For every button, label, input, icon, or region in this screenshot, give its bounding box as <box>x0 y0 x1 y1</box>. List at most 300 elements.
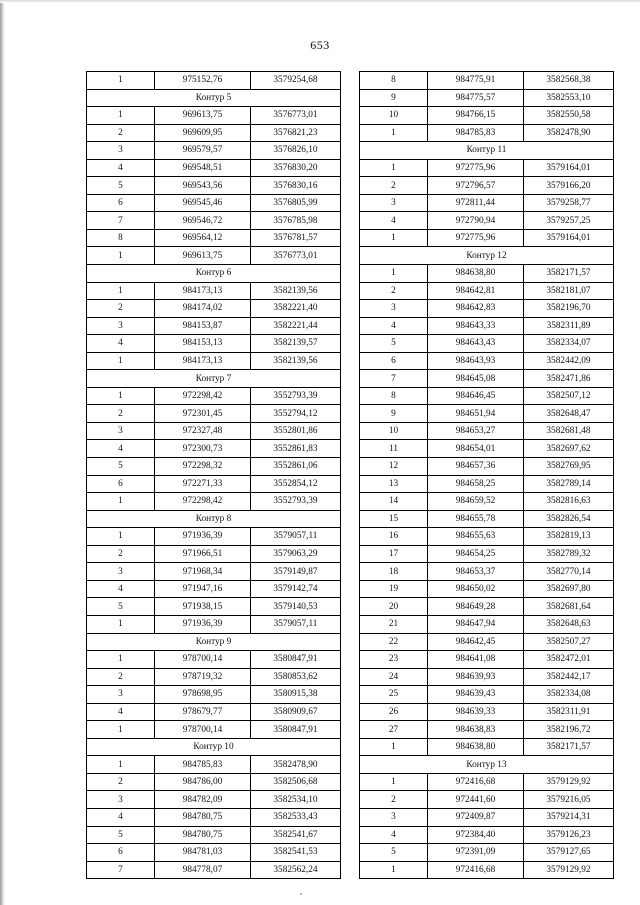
x-coordinate-cell: 984643,93 <box>428 352 524 370</box>
y-coordinate-cell: 3552861,83 <box>251 440 341 458</box>
y-coordinate-cell: 3582507,27 <box>524 633 614 651</box>
y-coordinate-cell: 3582816,63 <box>524 493 614 511</box>
table-row <box>360 651 614 669</box>
y-coordinate-cell: 3579063,29 <box>251 545 341 563</box>
table-row <box>360 352 614 370</box>
table-row <box>360 387 614 405</box>
y-coordinate-cell: 3582196,70 <box>524 300 614 318</box>
table-row <box>360 703 614 721</box>
y-coordinate-cell: 3579129,92 <box>524 861 614 879</box>
y-coordinate-cell: 3582221,44 <box>251 317 341 335</box>
table-body-left <box>87 72 341 879</box>
table-row <box>360 107 614 125</box>
table-row <box>360 265 614 283</box>
point-number-cell: 20 <box>360 598 428 616</box>
table-row <box>87 422 341 440</box>
y-coordinate-cell: 3579166,20 <box>524 177 614 195</box>
x-coordinate-cell: 971947,16 <box>155 580 251 598</box>
point-number-cell: 25 <box>360 686 428 704</box>
table-row <box>360 615 614 633</box>
point-number-cell: 2 <box>87 773 155 791</box>
point-number-cell: 15 <box>360 510 428 528</box>
table-row <box>360 563 614 581</box>
scan-edge-top <box>0 0 640 3</box>
contour-header: Контур 10 <box>87 738 341 756</box>
point-number-cell: 5 <box>360 844 428 862</box>
point-number-cell: 4 <box>87 580 155 598</box>
point-number-cell: 3 <box>360 808 428 826</box>
y-coordinate-cell: 3582139,56 <box>251 282 341 300</box>
y-coordinate-cell: 3582139,56 <box>251 352 341 370</box>
x-coordinate-cell: 984643,33 <box>428 317 524 335</box>
point-number-cell: 1 <box>360 229 428 247</box>
table-row <box>360 861 614 879</box>
point-number-cell: 1 <box>87 387 155 405</box>
y-coordinate-cell: 3576773,01 <box>251 107 341 125</box>
point-number-cell: 4 <box>360 317 428 335</box>
table-row <box>87 387 341 405</box>
point-number-cell: 1 <box>87 721 155 739</box>
point-number-cell: 7 <box>360 370 428 388</box>
y-coordinate-cell: 3582648,47 <box>524 405 614 423</box>
x-coordinate-cell: 984653,37 <box>428 563 524 581</box>
y-coordinate-cell: 3582139,57 <box>251 335 341 353</box>
table-row <box>87 229 341 247</box>
point-number-cell: 3 <box>87 563 155 581</box>
x-coordinate-cell: 972796,57 <box>428 177 524 195</box>
y-coordinate-cell: 3582181,07 <box>524 282 614 300</box>
point-number-cell: 27 <box>360 721 428 739</box>
y-coordinate-cell: 3580847,91 <box>251 651 341 669</box>
table-row <box>360 844 614 862</box>
y-coordinate-cell: 3582507,12 <box>524 387 614 405</box>
x-coordinate-cell: 984642,45 <box>428 633 524 651</box>
x-coordinate-cell: 984775,57 <box>428 89 524 107</box>
x-coordinate-cell: 969543,56 <box>155 177 251 195</box>
y-coordinate-cell: 3576773,01 <box>251 247 341 265</box>
contour-header: Контур 12 <box>360 247 614 265</box>
table-row <box>360 633 614 651</box>
y-coordinate-cell: 3582171,57 <box>524 738 614 756</box>
point-number-cell: 4 <box>87 159 155 177</box>
point-number-cell: 24 <box>360 668 428 686</box>
point-number-cell: 1 <box>360 861 428 879</box>
table-row <box>87 545 341 563</box>
y-coordinate-cell: 3579127,65 <box>524 844 614 862</box>
point-number-cell: 8 <box>360 72 428 90</box>
table-row <box>87 756 341 774</box>
table-row <box>360 493 614 511</box>
table-row <box>87 615 341 633</box>
point-number-cell: 6 <box>87 844 155 862</box>
x-coordinate-cell: 984639,43 <box>428 686 524 704</box>
x-coordinate-cell: 984785,83 <box>155 756 251 774</box>
point-number-cell: 2 <box>360 177 428 195</box>
y-coordinate-cell: 3576781,57 <box>251 229 341 247</box>
y-coordinate-cell: 3582819,13 <box>524 528 614 546</box>
point-number-cell: 1 <box>360 124 428 142</box>
y-coordinate-cell: 3580915,38 <box>251 686 341 704</box>
table-row <box>87 458 341 476</box>
point-number-cell: 2 <box>360 282 428 300</box>
table-row <box>360 773 614 791</box>
point-number-cell: 4 <box>87 440 155 458</box>
table-row <box>87 703 341 721</box>
table-row <box>360 89 614 107</box>
x-coordinate-cell: 972790,94 <box>428 212 524 230</box>
point-number-cell: 10 <box>360 107 428 125</box>
point-number-cell: 4 <box>87 808 155 826</box>
table-row <box>87 475 341 493</box>
x-coordinate-cell: 971938,15 <box>155 598 251 616</box>
point-number-cell: 14 <box>360 493 428 511</box>
x-coordinate-cell: 972441,60 <box>428 791 524 809</box>
contour-header-row <box>87 370 341 388</box>
point-number-cell: 4 <box>87 703 155 721</box>
table-row <box>360 686 614 704</box>
y-coordinate-cell: 3582770,14 <box>524 563 614 581</box>
point-number-cell: 11 <box>360 440 428 458</box>
y-coordinate-cell: 3582550,58 <box>524 107 614 125</box>
table-row <box>87 124 341 142</box>
y-coordinate-cell: 3582826,54 <box>524 510 614 528</box>
y-coordinate-cell: 3582442,17 <box>524 668 614 686</box>
x-coordinate-cell: 972391,09 <box>428 844 524 862</box>
table-row <box>360 458 614 476</box>
x-coordinate-cell: 984645,08 <box>428 370 524 388</box>
table-row <box>360 440 614 458</box>
point-number-cell: 1 <box>87 651 155 669</box>
point-number-cell: 1 <box>87 528 155 546</box>
x-coordinate-cell: 972384,40 <box>428 826 524 844</box>
x-coordinate-cell: 971936,39 <box>155 615 251 633</box>
x-coordinate-cell: 969546,72 <box>155 212 251 230</box>
table-row <box>360 72 614 90</box>
table-row <box>360 212 614 230</box>
x-coordinate-cell: 984654,25 <box>428 545 524 563</box>
y-coordinate-cell: 3582472,01 <box>524 651 614 669</box>
y-coordinate-cell: 3582506,68 <box>251 773 341 791</box>
contour-header: Контур 7 <box>87 370 341 388</box>
point-number-cell: 3 <box>87 686 155 704</box>
table-row <box>87 352 341 370</box>
x-coordinate-cell: 984651,94 <box>428 405 524 423</box>
y-coordinate-cell: 3579257,25 <box>524 212 614 230</box>
page-number: 653 <box>310 38 330 52</box>
point-number-cell: 26 <box>360 703 428 721</box>
table-row <box>360 510 614 528</box>
point-number-cell: 1 <box>87 282 155 300</box>
point-number-cell: 5 <box>87 177 155 195</box>
x-coordinate-cell: 984153,13 <box>155 335 251 353</box>
x-coordinate-cell: 972298,32 <box>155 458 251 476</box>
x-coordinate-cell: 984639,93 <box>428 668 524 686</box>
point-number-cell: 3 <box>87 791 155 809</box>
table-row <box>87 563 341 581</box>
y-coordinate-cell: 3582171,57 <box>524 265 614 283</box>
point-number-cell: 6 <box>360 352 428 370</box>
x-coordinate-cell: 984786,00 <box>155 773 251 791</box>
table-row <box>360 808 614 826</box>
y-coordinate-cell: 3579164,01 <box>524 229 614 247</box>
table-row <box>87 212 341 230</box>
x-coordinate-cell: 969548,51 <box>155 159 251 177</box>
table-row <box>87 580 341 598</box>
y-coordinate-cell: 3582334,07 <box>524 335 614 353</box>
x-coordinate-cell: 969613,75 <box>155 247 251 265</box>
point-number-cell: 1 <box>360 159 428 177</box>
y-coordinate-cell: 3582789,32 <box>524 545 614 563</box>
table-row <box>87 528 341 546</box>
x-coordinate-cell: 972811,44 <box>428 194 524 212</box>
point-number-cell: 10 <box>360 422 428 440</box>
y-coordinate-cell: 3582196,72 <box>524 721 614 739</box>
y-coordinate-cell: 3582769,95 <box>524 458 614 476</box>
point-number-cell: 1 <box>87 493 155 511</box>
x-coordinate-cell: 971968,34 <box>155 563 251 581</box>
contour-header: Контур 13 <box>360 756 614 774</box>
x-coordinate-cell: 978719,32 <box>155 668 251 686</box>
table-row <box>87 668 341 686</box>
table-row <box>87 247 341 265</box>
table-row <box>87 808 341 826</box>
x-coordinate-cell: 978698,95 <box>155 686 251 704</box>
y-coordinate-cell: 3579126,23 <box>524 826 614 844</box>
scan-speck <box>300 893 302 895</box>
y-coordinate-cell: 3552793,39 <box>251 387 341 405</box>
coordinates-table-right <box>359 71 614 879</box>
x-coordinate-cell: 972298,42 <box>155 387 251 405</box>
x-coordinate-cell: 984174,02 <box>155 300 251 318</box>
x-coordinate-cell: 984655,78 <box>428 510 524 528</box>
y-coordinate-cell: 3579057,11 <box>251 615 341 633</box>
x-coordinate-cell: 972775,96 <box>428 229 524 247</box>
x-coordinate-cell: 984638,80 <box>428 738 524 756</box>
contour-header-row <box>87 89 341 107</box>
point-number-cell: 1 <box>360 738 428 756</box>
point-number-cell: 21 <box>360 615 428 633</box>
x-coordinate-cell: 971966,51 <box>155 545 251 563</box>
y-coordinate-cell: 3580853,62 <box>251 668 341 686</box>
point-number-cell: 1 <box>360 773 428 791</box>
contour-header-row <box>87 738 341 756</box>
contour-header-row <box>87 510 341 528</box>
y-coordinate-cell: 3579164,01 <box>524 159 614 177</box>
table-row <box>87 72 341 90</box>
y-coordinate-cell: 3582562,24 <box>251 861 341 879</box>
x-coordinate-cell: 984173,13 <box>155 352 251 370</box>
y-coordinate-cell: 3582534,10 <box>251 791 341 809</box>
x-coordinate-cell: 969579,57 <box>155 142 251 160</box>
y-coordinate-cell: 3582471,86 <box>524 370 614 388</box>
table-row <box>360 282 614 300</box>
x-coordinate-cell: 984153,87 <box>155 317 251 335</box>
contour-header-row <box>360 142 614 160</box>
x-coordinate-cell: 969609,95 <box>155 124 251 142</box>
y-coordinate-cell: 3576821,23 <box>251 124 341 142</box>
x-coordinate-cell: 978700,14 <box>155 651 251 669</box>
x-coordinate-cell: 984655,63 <box>428 528 524 546</box>
table-row <box>87 317 341 335</box>
table-row <box>360 791 614 809</box>
x-coordinate-cell: 984638,80 <box>428 265 524 283</box>
y-coordinate-cell: 3582697,62 <box>524 440 614 458</box>
table-row <box>87 300 341 318</box>
y-coordinate-cell: 3582311,89 <box>524 317 614 335</box>
contour-header-row <box>87 265 341 283</box>
y-coordinate-cell: 3582681,48 <box>524 422 614 440</box>
table-row <box>87 194 341 212</box>
contour-header: Контур 5 <box>87 89 341 107</box>
coordinates-table-left <box>86 71 341 879</box>
point-number-cell: 4 <box>360 212 428 230</box>
table-row <box>87 721 341 739</box>
contour-header: Контур 9 <box>87 633 341 651</box>
point-number-cell: 3 <box>87 317 155 335</box>
table-row <box>360 528 614 546</box>
table-row <box>360 300 614 318</box>
x-coordinate-cell: 969613,75 <box>155 107 251 125</box>
point-number-cell: 5 <box>87 598 155 616</box>
y-coordinate-cell: 3576830,16 <box>251 177 341 195</box>
table-row <box>360 598 614 616</box>
y-coordinate-cell: 3552801,86 <box>251 422 341 440</box>
point-number-cell: 13 <box>360 475 428 493</box>
y-coordinate-cell: 3552794,12 <box>251 405 341 423</box>
x-coordinate-cell: 978679,77 <box>155 703 251 721</box>
y-coordinate-cell: 3582221,40 <box>251 300 341 318</box>
x-coordinate-cell: 984638,83 <box>428 721 524 739</box>
y-coordinate-cell: 3582541,67 <box>251 826 341 844</box>
table-row <box>87 651 341 669</box>
point-number-cell: 19 <box>360 580 428 598</box>
x-coordinate-cell: 972416,68 <box>428 773 524 791</box>
y-coordinate-cell: 3576830,20 <box>251 159 341 177</box>
point-number-cell: 22 <box>360 633 428 651</box>
point-number-cell: 1 <box>87 352 155 370</box>
x-coordinate-cell: 975152,76 <box>155 72 251 90</box>
x-coordinate-cell: 984173,13 <box>155 282 251 300</box>
table-row <box>87 405 341 423</box>
table-row <box>360 370 614 388</box>
x-coordinate-cell: 984643,43 <box>428 335 524 353</box>
point-number-cell: 12 <box>360 458 428 476</box>
y-coordinate-cell: 3579258,77 <box>524 194 614 212</box>
table-row <box>360 335 614 353</box>
point-number-cell: 17 <box>360 545 428 563</box>
x-coordinate-cell: 972271,33 <box>155 475 251 493</box>
point-number-cell: 7 <box>87 212 155 230</box>
x-coordinate-cell: 984782,09 <box>155 791 251 809</box>
x-coordinate-cell: 972301,45 <box>155 405 251 423</box>
x-coordinate-cell: 984639,33 <box>428 703 524 721</box>
contour-header-row <box>360 756 614 774</box>
x-coordinate-cell: 984642,81 <box>428 282 524 300</box>
point-number-cell: 16 <box>360 528 428 546</box>
scan-edge-left <box>0 0 5 905</box>
point-number-cell: 1 <box>87 756 155 774</box>
x-coordinate-cell: 971936,39 <box>155 528 251 546</box>
x-coordinate-cell: 984649,28 <box>428 598 524 616</box>
x-coordinate-cell: 984778,07 <box>155 861 251 879</box>
point-number-cell: 1 <box>87 72 155 90</box>
contour-header-row <box>87 633 341 651</box>
x-coordinate-cell: 984781,03 <box>155 844 251 862</box>
point-number-cell: 5 <box>87 826 155 844</box>
table-row <box>360 422 614 440</box>
x-coordinate-cell: 972775,96 <box>428 159 524 177</box>
table-row <box>87 177 341 195</box>
point-number-cell: 9 <box>360 89 428 107</box>
point-number-cell: 1 <box>87 107 155 125</box>
point-number-cell: 1 <box>360 265 428 283</box>
x-coordinate-cell: 972300,73 <box>155 440 251 458</box>
y-coordinate-cell: 3579057,11 <box>251 528 341 546</box>
table-row <box>87 826 341 844</box>
y-coordinate-cell: 3579214,31 <box>524 808 614 826</box>
table-row <box>360 405 614 423</box>
table-row <box>87 686 341 704</box>
x-coordinate-cell: 972298,42 <box>155 493 251 511</box>
contour-header-row <box>360 247 614 265</box>
x-coordinate-cell: 984780,75 <box>155 826 251 844</box>
x-coordinate-cell: 984658,25 <box>428 475 524 493</box>
table-row <box>87 493 341 511</box>
y-coordinate-cell: 3582541,53 <box>251 844 341 862</box>
x-coordinate-cell: 984646,45 <box>428 387 524 405</box>
table-row <box>87 773 341 791</box>
x-coordinate-cell: 984650,02 <box>428 580 524 598</box>
table-row <box>87 335 341 353</box>
y-coordinate-cell: 3580847,91 <box>251 721 341 739</box>
y-coordinate-cell: 3552854,12 <box>251 475 341 493</box>
y-coordinate-cell: 3552793,39 <box>251 493 341 511</box>
x-coordinate-cell: 984766,15 <box>428 107 524 125</box>
point-number-cell: 2 <box>360 791 428 809</box>
x-coordinate-cell: 972327,48 <box>155 422 251 440</box>
y-coordinate-cell: 3582442,09 <box>524 352 614 370</box>
y-coordinate-cell: 3579216,05 <box>524 791 614 809</box>
x-coordinate-cell: 984785,83 <box>428 124 524 142</box>
x-coordinate-cell: 984647,94 <box>428 615 524 633</box>
table-row <box>360 738 614 756</box>
x-coordinate-cell: 984642,83 <box>428 300 524 318</box>
y-coordinate-cell: 3582311,91 <box>524 703 614 721</box>
y-coordinate-cell: 3579129,92 <box>524 773 614 791</box>
table-row <box>360 721 614 739</box>
y-coordinate-cell: 3579254,68 <box>251 72 341 90</box>
contour-header: Контур 8 <box>87 510 341 528</box>
table-row <box>360 826 614 844</box>
x-coordinate-cell: 969564,12 <box>155 229 251 247</box>
x-coordinate-cell: 984657,36 <box>428 458 524 476</box>
table-row <box>360 475 614 493</box>
y-coordinate-cell: 3582648,63 <box>524 615 614 633</box>
point-number-cell: 5 <box>87 458 155 476</box>
x-coordinate-cell: 972409,87 <box>428 808 524 826</box>
x-coordinate-cell: 984659,52 <box>428 493 524 511</box>
point-number-cell: 2 <box>87 300 155 318</box>
point-number-cell: 3 <box>360 194 428 212</box>
table-row <box>360 229 614 247</box>
point-number-cell: 8 <box>87 229 155 247</box>
x-coordinate-cell: 984775,91 <box>428 72 524 90</box>
contour-header: Контур 6 <box>87 265 341 283</box>
x-coordinate-cell: 969545,46 <box>155 194 251 212</box>
point-number-cell: 4 <box>360 826 428 844</box>
x-coordinate-cell: 972416,68 <box>428 861 524 879</box>
y-coordinate-cell: 3582681,64 <box>524 598 614 616</box>
